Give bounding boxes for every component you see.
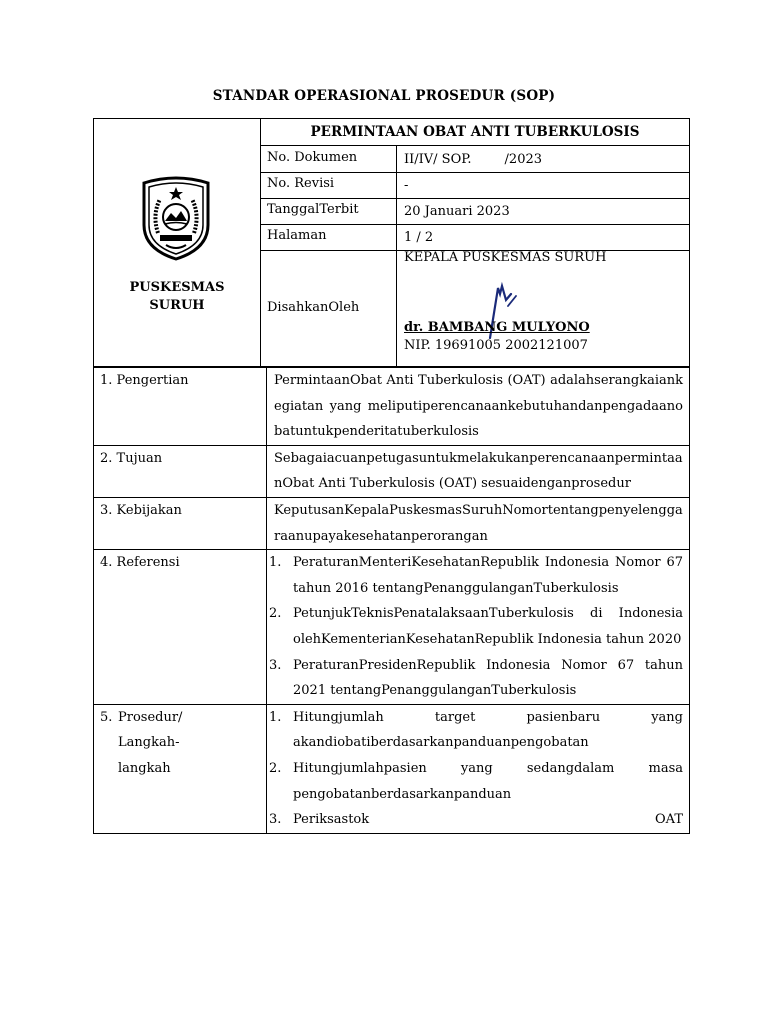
section-label: 3. Kebijakan	[94, 497, 267, 549]
meta-label: Halaman	[261, 224, 397, 250]
section-text: KeputusanKepalaPuskesmasSuruhNomortentangpenyelenggaraanupayakesehatanperorangan	[267, 497, 690, 549]
organization-name: PUSKESMAS SURUH	[129, 280, 225, 313]
section-list	[267, 550, 690, 705]
regency-emblem-icon	[136, 175, 216, 261]
sop-header-box	[93, 118, 690, 367]
section-label-text: Prosedur/ Langkah-langkah	[118, 709, 183, 776]
sop-content-table	[93, 367, 690, 834]
section-label: 5. Prosedur/ Langkah-langkah	[94, 704, 267, 833]
section-label: 1. Pengertian	[94, 368, 267, 446]
list-item: 1. Hitungjumlah target pasienbaru yang akandiobatiberdasarkanpanduanpengobatan	[269, 709, 683, 751]
meta-label: TanggalTerbit	[261, 198, 397, 224]
table-row	[94, 497, 690, 549]
meta-row-issue-date	[261, 198, 689, 225]
meta-row-document-number	[261, 146, 689, 173]
section-list	[267, 704, 690, 833]
approver-nip: NIP. 19691005 2002121007	[404, 338, 588, 353]
meta-row-revision	[261, 172, 689, 199]
list-item: 1. PeraturanMenteriKesehatanRepublik Indonesia Nomor 67 tahun 2016 tentangPenanggulanganTuberkulosis	[269, 555, 683, 596]
meta-row-page	[261, 224, 689, 251]
meta-label: No. Dokumen	[261, 146, 397, 172]
approver-name: dr. BAMBANG MULYONO	[404, 320, 590, 335]
meta-value: II/IV/ SOP. /2023	[404, 152, 543, 167]
approver-position: KEPALA PUSKESMAS SURUH	[404, 250, 607, 265]
approval-value	[398, 250, 689, 366]
page-title: STANDAR OPERASIONAL PROSEDUR (SOP)	[212, 88, 556, 104]
meta-value: 1 / 2	[404, 230, 434, 245]
list-item: 2. PetunjukTeknisPenatalaksaanTuberkulosis di Indonesia olehKementerianKesehatanRepublik Indonesia tahun 2020	[269, 606, 683, 647]
section-label: 2. Tujuan	[94, 445, 267, 497]
list-item: 3. Periksastok OAT	[269, 812, 683, 828]
list-item: 3. PeraturanPresidenRepublik Indonesia Nomor 67 tahun 2021 tentangPenanggulanganTuberkulosis	[269, 657, 683, 699]
table-row	[94, 704, 690, 833]
section-label: 4. Referensi	[94, 550, 267, 705]
approval-label: DisahkanOleh	[261, 250, 397, 366]
approval-row	[261, 250, 689, 366]
table-row	[94, 368, 690, 446]
meta-label: No. Revisi	[261, 172, 397, 198]
section-text: PermintaanObat Anti Tuberkulosis (OAT) adalahserangkaiankegiatan yang meliputiperencanaankebutuhandanpengadaanobatuntukpenderitatuberkulosis	[267, 368, 690, 446]
list-item: 2. Hitungjumlahpasien yang sedangdalam masa pengobatanberdasarkanpanduan	[269, 760, 683, 802]
meta-value: 20 Januari 2023	[404, 204, 510, 219]
sop-title: PERMINTAAN OBAT ANTI TUBERKULOSIS	[261, 119, 689, 146]
table-row	[94, 445, 690, 497]
section-text: SebagaiacuanpetugasuntukmelakukanperencanaanpermintaanObat Anti Tuberkulosis (OAT) sesuaidenganprosedur	[267, 445, 690, 497]
table-row	[94, 550, 690, 705]
logo-cell	[94, 119, 261, 366]
meta-value: -	[404, 178, 409, 193]
